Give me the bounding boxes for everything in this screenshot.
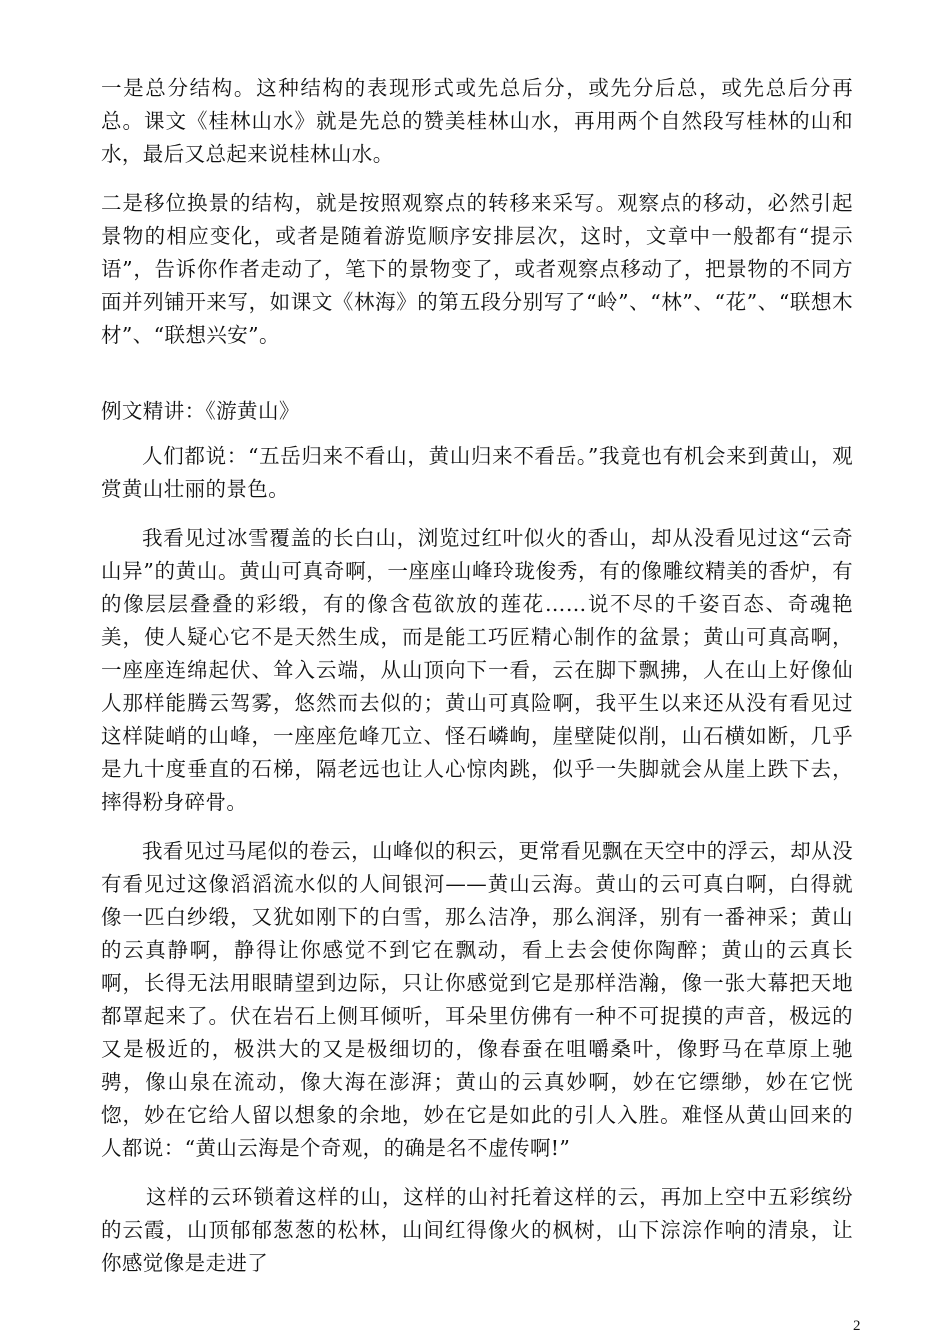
example-heading: 例文精讲：《游黄山》 xyxy=(101,399,300,423)
essay-paragraph-3: 我看见过马尾似的卷云，山峰似的积云，更常看见飘在天空中的浮云，却从没有看见过这像滔滔流水似的人间银河——黄山云海。黄山的云可真白啊，白得就像一匹白纱缎，又犹如刚下的白雪，那么洁净，那么润泽，别有一番神采；黄山的云真静啊，静得让你感觉不到它在飘动，看上去会使你陶醉；黄山的云真长啊，长得无法用眼睛望到边际，只让你感觉到它是那样浩瀚，像一张大幕把天地都罩起来了。伏在岩石上侧耳倾听，耳朵里仿佛有一种不可捉摸的声音，极远的又是极近的，极洪大的又是极细切的，像春蚕在咀嚼桑叶，像野马在草原上驰骋，像山泉在流动，像大海在澎湃；黄山的云真妙啊，妙在它缥缈，妙在它恍惚，妙在它给人留以想象的余地，妙在它是如此的引人入胜。难怪从黄山回来的人都说：“黄山云海是个奇观，的确是名不虚传啊!” xyxy=(101,839,853,1160)
essay-paragraph-2: 我看见过冰雪覆盖的长白山，浏览过红叶似火的香山，却从没看见过这“云奇山异”的黄山。黄山可真奇啊，一座座山峰玲珑俊秀，有的像雕纹精美的香炉，有的像层层叠叠的彩缎，有的像含苞欲放的莲花……说不尽的千姿百态、奇魂艳美，使人疑心它不是天然生成，而是能工巧匠精心制作的盆景；黄山可真高啊，一座座连绵起伏、耸入云端，从山顶向下一看，云在脚下飘拂，人在山上好像仙人那样能腾云驾雾，悠然而去似的；黄山可真险啊，我平生以来还从没有看见过这样陡峭的山峰，一座座危峰兀立、怪石嶙峋，崖壁陡似削，山石横如断，几乎是九十度垂直的石梯，隔老远也让人心惊肉跳，似乎一失脚就会从崖上跌下去，摔得粉身碎骨。 xyxy=(101,526,853,814)
paragraph-moving-view-structure: 二是移位换景的结构，就是按照观察点的转移来采写。观察点的移动，必然引起景物的相应变化，或者是随着游览顺序安排层次，这时，文章中一般都有“提示语”，告诉你作者走动了，笔下的景物变了，或者观察点移动了，把景物的不同方面并列铺开来写，如课文《林海》的第五段分别写了“岭”、“林”、“花”、“联想木材”、“联想兴安”。 xyxy=(101,191,853,347)
essay-paragraph-1: 人们都说：“五岳归来不看山，黄山归来不看岳。”我竟也有机会来到黄山，观赏黄山壮丽的景色。 xyxy=(101,444,853,501)
page-number: 2 xyxy=(853,1318,861,1334)
paragraph-total-split-structure: 一是总分结构。这种结构的表现形式或先总后分，或先分后总，或先总后分再总。课文《桂林山水》就是先总的赞美桂林山水，再用两个自然段写桂林的山和水，最后又总起来说桂林山水。 xyxy=(101,76,853,166)
essay-paragraph-4: 这样的云环锁着这样的山，这样的山衬托着这样的云，再加上空中五彩缤纷的云霞，山顶郁郁葱葱的松林，山间红得像火的枫树，山下淙淙作响的清泉，让你感觉像是走进了 xyxy=(101,1185,853,1275)
document-page xyxy=(101,72,853,1296)
